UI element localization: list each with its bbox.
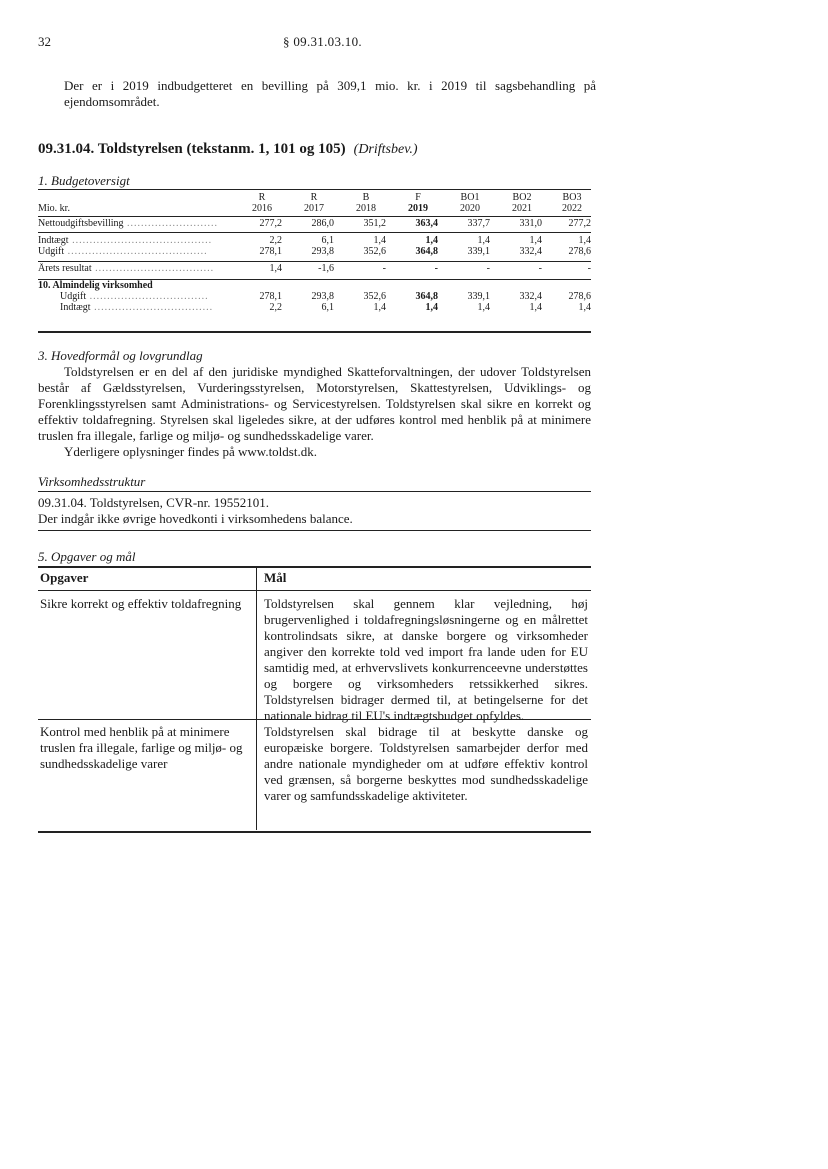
- page-number: 32: [38, 34, 51, 49]
- cell: 1,4: [425, 235, 438, 246]
- budget-row-group-indtaegt: [38, 302, 591, 313]
- budget-top-rule: [38, 189, 591, 190]
- task-cell: Kontrol med henblik på at minimere truslen fra illegale, farlige og miljø- og sundhedsskadelige varer: [40, 724, 243, 771]
- cell: 352,6: [363, 246, 386, 257]
- budget-table: [38, 192, 591, 313]
- cell: 277,2: [259, 218, 282, 229]
- cell: 332,4: [519, 291, 542, 302]
- tasks-top-rule: [38, 566, 591, 568]
- row-label: Udgift ........................................: [38, 246, 208, 257]
- col-type: R: [310, 192, 318, 203]
- structure-line-1: 09.31.04. Toldstyrelsen, CVR-nr. 19552101.: [38, 495, 270, 510]
- budget-row-resultat: [38, 263, 591, 274]
- cell: 1,4: [477, 235, 490, 246]
- row-label: Årets resultat ..................................: [38, 263, 215, 274]
- account-subtitle: (Driftsbev.): [353, 142, 418, 157]
- budget-title: 1. Budgetoversigt: [38, 173, 130, 188]
- cell: 286,0: [311, 218, 334, 229]
- cell: 364,8: [415, 291, 438, 302]
- goal-cell: Toldstyrelsen skal gennem klar vejledning, høj brugervenlighed i toldafregningsløsningerne og en målrettet kontrolindsats sikre, at danske borgere og virksomheder angiver den korrekte told ved import fra lande uden for EU samtidig med, at erhvervslivets konkurrenceevne understøttes og borgere og virksomheders retssikkerhed sikres. Toldstyrelsen bidrager dermed til, at betingelserne for det nationale bidrag til EU's indtægtsbudget opfyldes.: [264, 596, 588, 723]
- cell: 2,2: [269, 235, 282, 246]
- cell: -: [538, 263, 542, 274]
- cell: -: [382, 263, 386, 274]
- col-type: BO1: [460, 192, 480, 203]
- cell: 278,1: [259, 291, 282, 302]
- cell: 1,4: [373, 302, 386, 313]
- account-heading: [38, 141, 418, 158]
- budget-header-rule: [38, 216, 591, 217]
- cell: 6,1: [321, 235, 334, 246]
- structure-title: Virksomhedsstruktur: [38, 474, 146, 489]
- tasks-column-divider: [256, 566, 257, 830]
- cell: 364,8: [415, 246, 438, 257]
- structure-top-rule: [38, 491, 591, 492]
- cell: 339,1: [467, 246, 490, 257]
- col-type: BO3: [562, 192, 582, 203]
- cell: -: [486, 263, 490, 274]
- cell: 1,4: [425, 302, 438, 313]
- structure-bottom-rule: [38, 530, 591, 531]
- budget-row-netto: [38, 218, 591, 229]
- cell: 293,8: [311, 246, 334, 257]
- cell: 277,2: [568, 218, 591, 229]
- col-year: 2017: [304, 203, 324, 214]
- purpose-title: 3. Hovedformål og lovgrundlag: [38, 348, 203, 363]
- budget-header-types: [38, 192, 591, 203]
- col-year: 2022: [562, 203, 582, 214]
- tasks-col-header: Opgaver: [40, 570, 89, 585]
- unit-label: Mio. kr.: [38, 203, 70, 214]
- tasks-header-rule: [38, 590, 591, 591]
- cell: 6,1: [321, 302, 334, 313]
- tasks-row-rule: [38, 719, 591, 720]
- tasks-title: 5. Opgaver og mål: [38, 549, 136, 564]
- cell: 1,4: [529, 302, 542, 313]
- cell: 352,6: [363, 291, 386, 302]
- cell: 1,4: [269, 263, 282, 274]
- cell: 351,2: [363, 218, 386, 229]
- cell: 337,7: [467, 218, 490, 229]
- col-year: 2021: [512, 203, 532, 214]
- row-label: Nettoudgiftsbevilling ..........................: [38, 218, 219, 229]
- col-type: BO2: [512, 192, 532, 203]
- intro-paragraph: Der er i 2019 indbudgetteret en bevilling på 309,1 mio. kr. i 2019 til sagsbehandling på ejendomsområdet.: [64, 78, 596, 109]
- budget-rule: [38, 232, 591, 233]
- row-label: Indtægt ..................................: [60, 302, 214, 313]
- cell: 278,1: [259, 246, 282, 257]
- row-label: Indtægt ........................................: [38, 235, 213, 246]
- budget-header-years: [38, 203, 591, 214]
- cell: 339,1: [467, 291, 490, 302]
- section-reference: § 09.31.03.10.: [283, 34, 362, 49]
- cell: 278,6: [568, 246, 591, 257]
- budget-bottom-rule: [38, 331, 591, 333]
- cell: 1,4: [477, 302, 490, 313]
- cell: 331,0: [519, 218, 542, 229]
- cell: 1,4: [529, 235, 542, 246]
- cell: 1,4: [578, 235, 591, 246]
- cell: 1,4: [578, 302, 591, 313]
- budget-row-udgift: [38, 246, 591, 257]
- col-year: 2020: [460, 203, 480, 214]
- cell: 278,6: [568, 291, 591, 302]
- budget-rule: [38, 261, 591, 262]
- col-type: R: [258, 192, 266, 203]
- cell: 363,4: [415, 218, 438, 229]
- cell: 332,4: [519, 246, 542, 257]
- col-year: 2018: [356, 203, 376, 214]
- structure-line-2: Der indgår ikke øvrige hovedkonti i virksomhedens balance.: [38, 511, 353, 526]
- task-cell: Sikre korrekt og effektiv toldafregning: [40, 596, 242, 611]
- cell: 1,4: [373, 235, 386, 246]
- cell: -: [587, 263, 591, 274]
- budget-group-label: 10. Almindelig virksomhed: [38, 280, 153, 291]
- cell: -1,6: [318, 263, 334, 274]
- cell: 2,2: [269, 302, 282, 313]
- purpose-paragraph: Toldstyrelsen er en del af den juridiske myndighed Skatteforvaltningen, der udover Toldstyrelsen består af Gældsstyrelsen, Vurderingsstyrelsen, Motorstyrelsen, Skattestyrelsen, Udviklings- og Forenklingsstyrelsen samt Administrations- og Servicestyrelsen. Toldstyrelsen skal sikre en korrekt og effektiv toldafregning. Styrelsen skal ligeledes sikre, at der udføres kontrol med henblik på at minimere truslen fra illegale, farlige og miljø- og sundhedsskadelige varer.: [38, 364, 591, 443]
- cell: -: [434, 263, 438, 274]
- tasks-bottom-rule: [38, 831, 591, 833]
- col-year: 2019: [408, 203, 428, 214]
- col-type: B: [362, 192, 370, 203]
- cell: 293,8: [311, 291, 334, 302]
- budget-row-indtaegt: [38, 235, 591, 246]
- goals-col-header: Mål: [264, 570, 287, 585]
- budget-row-group-udgift: [38, 291, 591, 302]
- account-title: 09.31.04. Toldstyrelsen (tekstanm. 1, 101 og 105): [38, 141, 346, 157]
- col-year: 2016: [252, 203, 272, 214]
- goal-cell: Toldstyrelsen skal bidrage til at beskytte danske og europæiske borgere. Toldstyrelsen samarbejder derfor med andre nationale myndigheder om at udføre effektiv kontrol ved grænsen, så borgerne beskyttes mod sundhedsskadelige varer og samfundsskadelige aktiviteter.: [264, 724, 588, 803]
- col-type: F: [415, 192, 421, 203]
- purpose-more-info: Yderligere oplysninger findes på www.toldst.dk.: [64, 444, 317, 459]
- row-label: Udgift ..................................: [60, 291, 209, 302]
